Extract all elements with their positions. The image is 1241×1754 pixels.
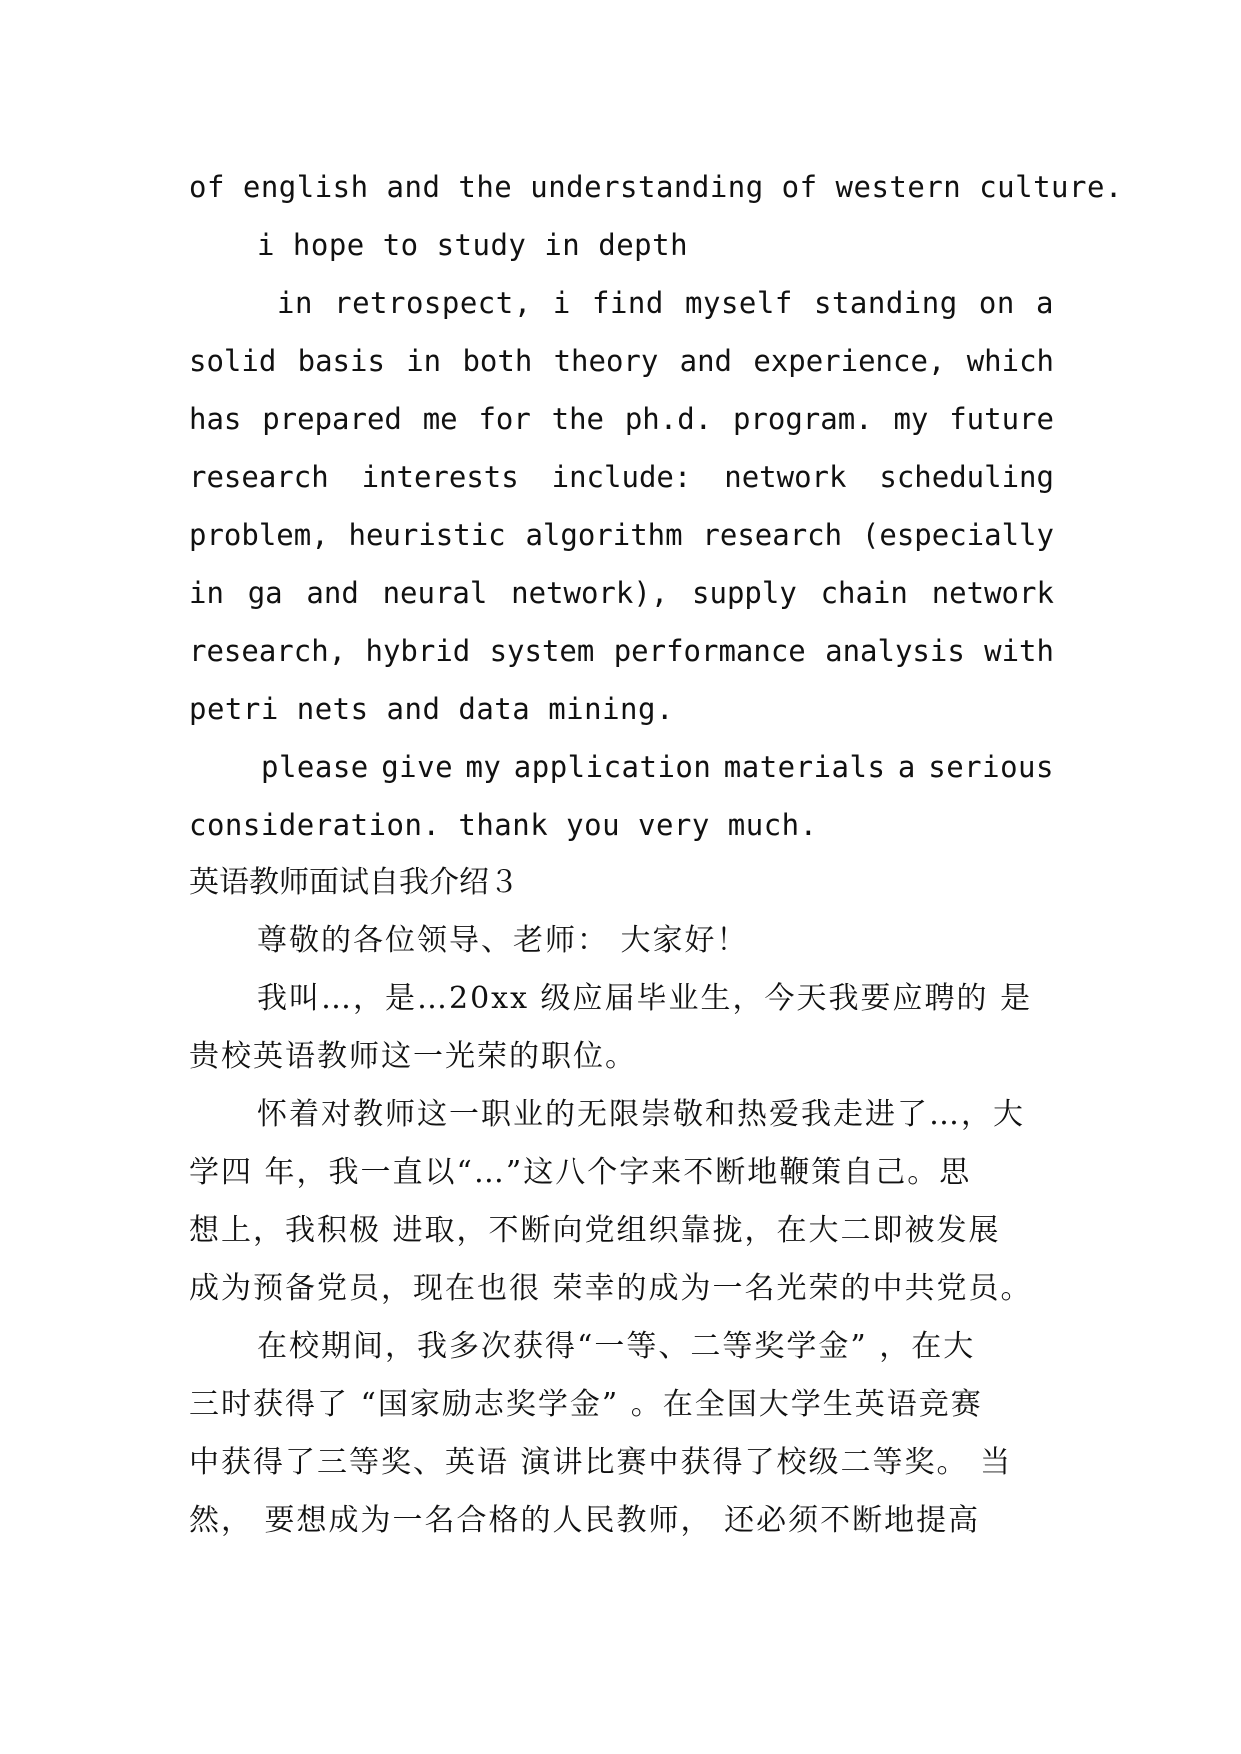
word: my [893,402,929,436]
word: network [931,576,1054,610]
text-line: i hope to study in depth [257,228,689,262]
word: myself [685,286,793,320]
word: include: [551,460,692,494]
text-line: 学四 年，我一直以“…”这八个字来不断地鞭策自己。思 [189,1155,972,1190]
text-line: 然， 要想成为一名合格的人民教师， 还必须不断地提高 [189,1503,981,1538]
word: algorithm [525,518,683,552]
word: a [1035,286,1054,320]
word: both [462,344,533,378]
word: which [966,344,1054,378]
word: for [478,402,531,436]
word: hybrid [365,634,471,668]
word: and [679,344,733,378]
word: neural [382,576,488,610]
word: basis [297,344,385,378]
word: future [949,402,1054,436]
word: in [189,576,224,610]
word: in [406,344,442,378]
word: retrospect, [334,286,532,320]
word: research [189,460,329,494]
word: program. [732,402,873,436]
text-line: 想上，我积极 进取，不断向党组织靠拢，在大二即被发展 [189,1213,1001,1248]
word: system [489,634,595,668]
word: problem, [189,518,329,552]
text-line: petri nets and data mining. [189,692,674,726]
text-line [189,622,1054,680]
word: prepared [262,402,402,436]
word: analysis [825,634,965,668]
text-line: consideration. thank you very much. [189,808,818,842]
text-line [277,274,1054,332]
text-line: 三时获得了 “国家励志奖学金” 。在全国大学生英语竞赛 [189,1387,983,1422]
word: a [897,750,916,784]
text-line: 怀着对教师这一职业的无限崇敬和热爱我走进了…，大 [257,1097,1025,1132]
word: and [306,576,359,610]
word: on [978,286,1015,320]
word: the [551,402,605,436]
text-line: 在校期间，我多次获得“一等、二等奖学金” ，在大 [257,1329,976,1364]
text-line [189,564,1054,622]
word: performance [613,634,806,668]
text-line [261,738,1054,796]
word: ga [247,576,283,610]
word: solid [189,344,277,378]
text-line: 成为预备党员，现在也很 荣幸的成为一名光荣的中共党员。 [189,1271,1033,1306]
text-line [189,506,1054,564]
word: network), [511,576,669,610]
word: in [277,286,313,320]
word: application [513,750,712,784]
word: find [592,286,664,320]
text-line [189,390,1054,448]
word: standing [814,286,958,320]
word: me [422,402,458,436]
text-line: 贵校英语教师这一光荣的职位。 [189,1039,637,1074]
word: interests [361,460,519,494]
word: my [465,750,502,784]
text-line: 我叫…，是…20xx 级应届毕业生，今天我要应聘的 是 [257,981,1033,1016]
word: research, [189,634,347,668]
word: with [984,634,1054,668]
word: experience, [753,344,946,378]
word: supply [692,576,797,610]
word: chain [820,576,908,610]
word: (especially [861,518,1054,552]
text-line: of english and the understanding of western culture. [189,170,1123,204]
word: i [552,286,571,320]
word: heuristic [348,518,506,552]
word: network [724,460,847,494]
text-line: 尊敬的各位领导、老师： 大家好！ [257,923,749,958]
text-line: 中获得了三等奖、英语 演讲比赛中获得了校级二等奖。 当 [189,1445,1013,1480]
word: theory [553,344,659,378]
word: scheduling [879,460,1054,494]
word: give [381,750,454,784]
text-line [189,448,1054,506]
word: please [261,750,369,784]
word: ph.d. [624,402,713,436]
text-line [189,332,1054,390]
word: has [189,402,242,436]
word: research [702,518,843,552]
word: materials [723,750,886,784]
word: serious [928,750,1054,784]
section-heading: 英语教师面试自我介绍３ [189,865,519,900]
